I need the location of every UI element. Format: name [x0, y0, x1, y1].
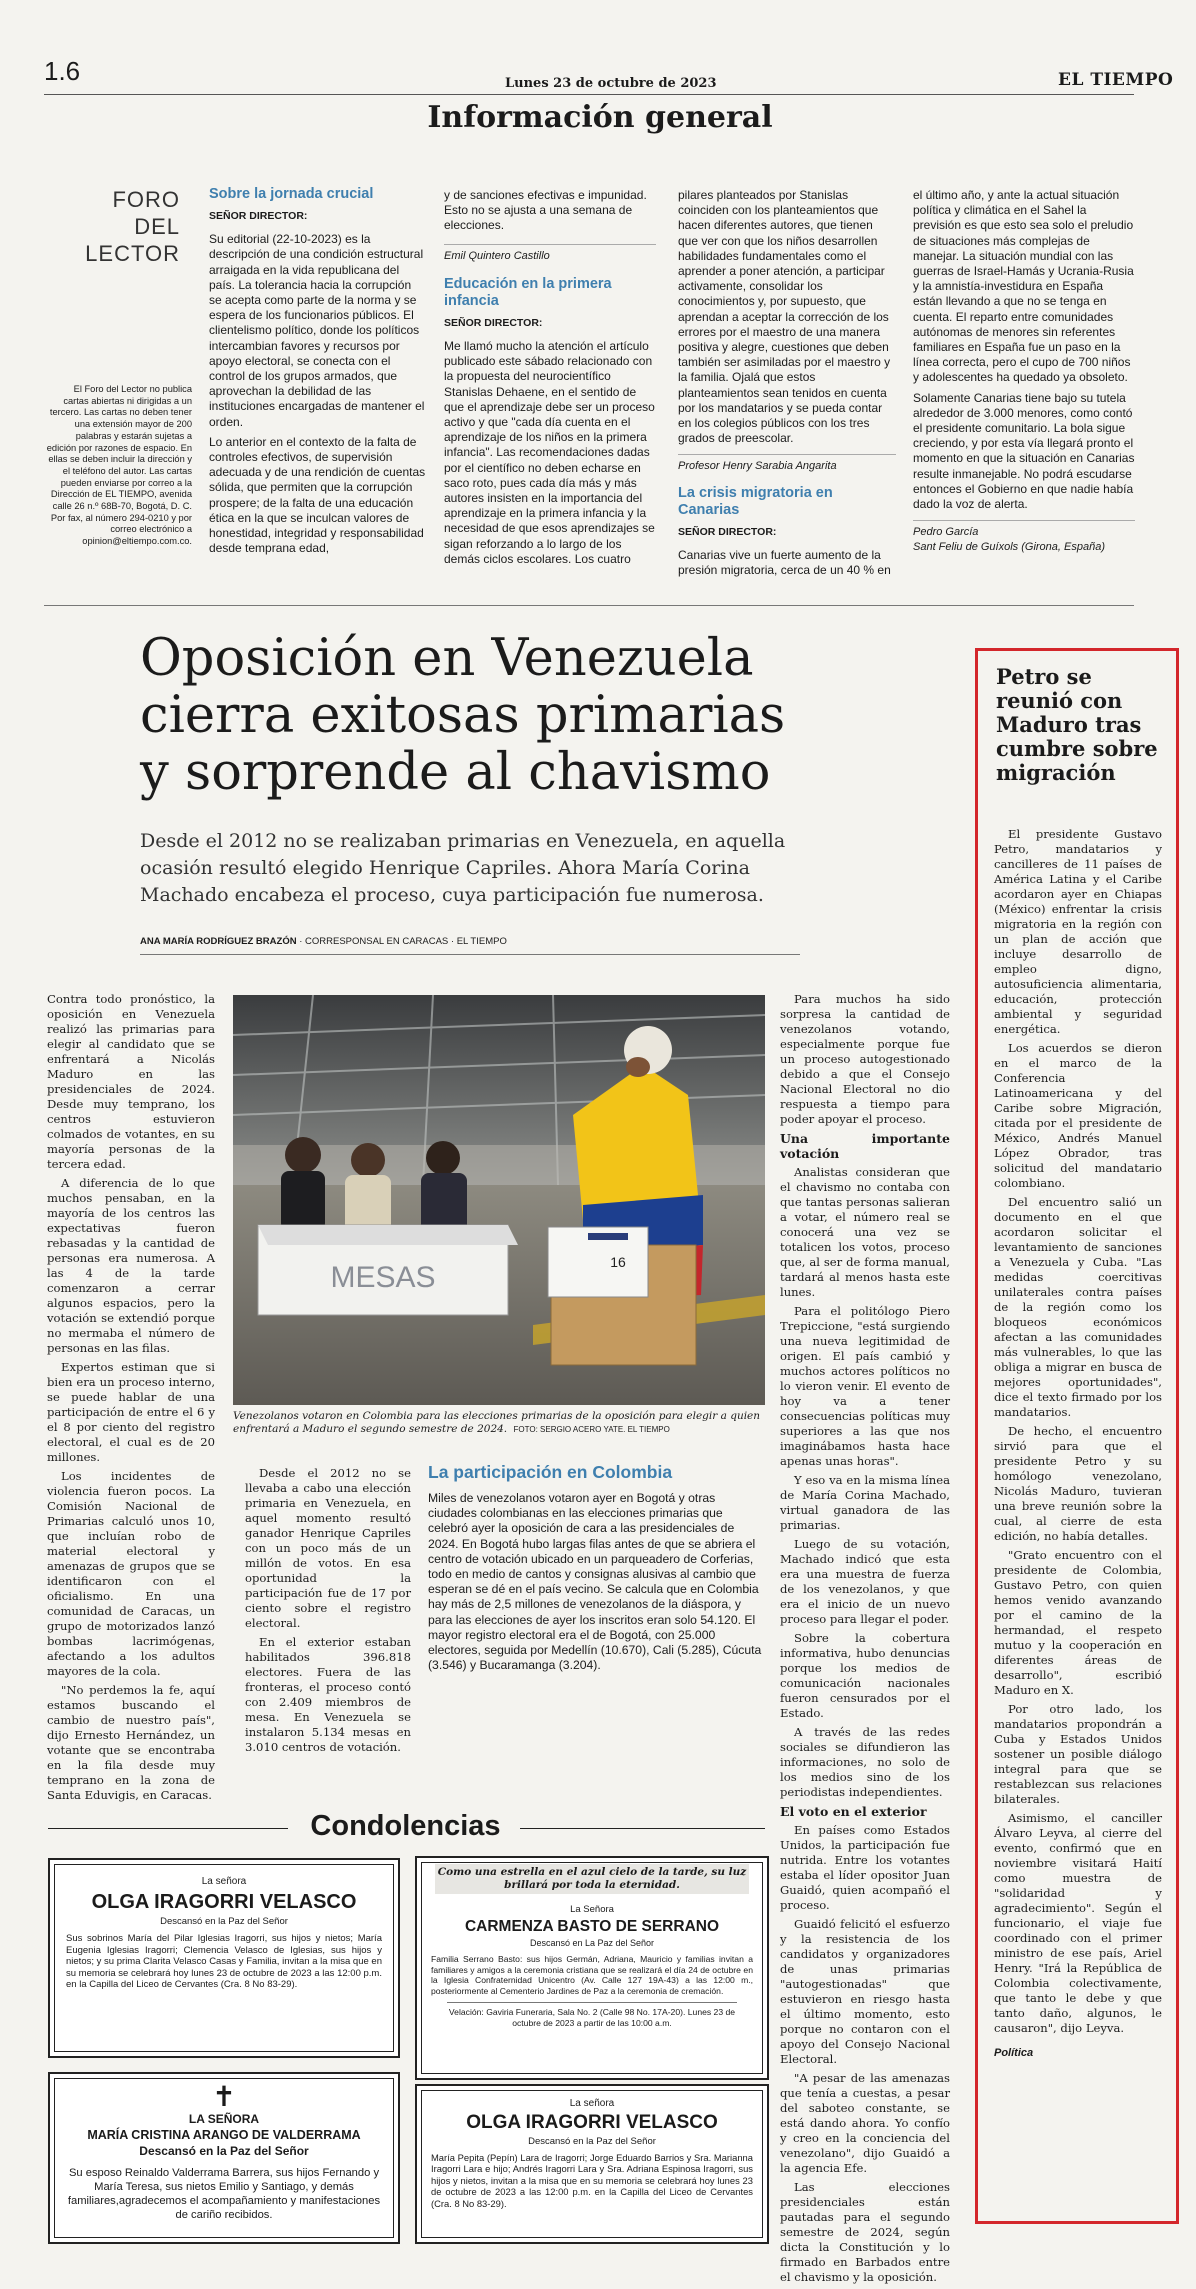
condolencias-title: Condolencias	[310, 1810, 501, 1842]
col3-p7: En países como Estados Unidos, la participación fue nutrida. Entre los votantes estaba el líder opositor Juan Guaidó, quien acompañó el proceso.	[780, 1823, 950, 1912]
main-col-3	[780, 992, 950, 2289]
notice-3-name: CARMENZA BASTO DE SERRANO	[464, 1918, 720, 1935]
notice-1-body: Sus sobrinos María del Pilar Iglesias Iragorri, sus hijos y nietos; María Eugenia Iglesias Iragorri; Clemencia Velasco de Iglesias, sus hijos y nietos; y su prima Clarita Velasco Casas y Familia, invitan a la misa que en su memoria se celebrará hoy lunes 23 de octubre de 2023 a las 12:00 p.m. en la Capilla del Liceo de Cervantes (Cra. 8 No 83-29).	[66, 1933, 382, 1990]
photo-scene	[233, 995, 765, 1405]
col3-subhead-2: El voto en el exterior	[780, 1804, 927, 1819]
foro-col-3	[678, 188, 896, 583]
cross-icon: ✝	[212, 2080, 236, 2113]
main-col-2	[245, 1466, 411, 1759]
col1-p4: Los incidentes de violencia fueron pocos. La Comisión Nacional de Primarias calculó unos 10, que incluían robo de material electoral y amenazas de grupos que se identificaron con el oficialismo. En una comunidad de Caracas, un grupo de motorizados lanzó bombas lacrimógenas, afectando a los adultos mayores de la cola.	[47, 1469, 215, 1678]
col1-p2: A diferencia de lo que muchos pensaban, en la mayoría de los centros las expectativas fueron rebasadas y la cantidad de personas era numerosa. A las 4 de la tarde comenzaron a cerrar algunos espacios, pero la votación se extendió porque no mermaba el número de personas en las filas.	[47, 1176, 215, 1355]
notice-4-body: María Pepita (Pepín) Lara de Iragorri; Jorge Eduardo Barrios y Sra. Marianna Iragorri Lara e hijo; Andrés Iragorri Lara y Sra. Adriana Espinosa Iragorri, sus hijos y nietos, invitan a la misa que en su memoria se celebrará hoy lunes 23 de octubre de 2023 a las 12:00 p.m. en la Capilla del Liceo de Cervantes (Cra. 8 No 83-29).	[431, 2152, 753, 2209]
notice-2-body: Su esposo Reinaldo Valderrama Barrera, sus hijos Fernando y María Teresa, sus nietos Emilio y Santiago, y demás familiares,agradecemos el acompañamiento y manifestaciones de cariño recibidos.	[67, 2167, 381, 2221]
notice-1-prefix: La señora	[201, 1876, 247, 1887]
foro-note: El Foro del Lector no publica cartas abiertas ni dirigidas a un tercero. Las cartas no deben tener una extensión mayor de 200 palabras y estarán sujetas a edición por razones de espacio. En ellas se deben incluir la dirección y el teléfono del autor. Las cartas pueden enviarse por correo a la Dirección de EL TIEMPO, avenida calle 26 n.º 68B-70, Bogotá, D. C. Por fax, al número 294-0210 y por correo electrónico a opinion@eltiempo.com.co.	[46, 384, 192, 547]
letter-1-signature: Emil Quintero Castillo	[444, 244, 656, 264]
photo-mesas-sign: MESAS	[330, 1261, 436, 1294]
header-rule	[44, 94, 1134, 95]
notice-3-velacion: Velación: Gaviria Funeraria, Sala No. 2 (Calle 98 No. 17A-20). Lunes 23 de octubre de 2023 a partir de las 10:00 a.m.	[447, 2002, 737, 2028]
letter-3-p3: Solamente Canarias tiene bajo su tutela alrededor de 3.000 menores, como contó el presidente comunitario. La bola sigue creciendo, y por esta vía llegará pronto el momento en que la situación en Canarias resulte inmanejable. No podrá escudarse entonces el Gobierno en que nadie había dado la voz de alerta.	[913, 390, 1135, 512]
notice-3-rest: Descansó en La Paz del Señor	[529, 1938, 655, 1948]
main-byline	[140, 936, 800, 947]
notice-2-name: MARÍA CRISTINA ARANGO DE VALDERRAMA	[87, 2128, 361, 2142]
letter-3-p1: Canarias vive un fuerte aumento de la presión migratoria, cerca de un 40 % en	[678, 547, 891, 578]
letter-3-signature: Pedro García	[913, 520, 1135, 540]
letter-3-salutation: SEÑOR DIRECTOR:	[678, 525, 777, 538]
letter-1-p3: y de sanciones efectivas e impunidad. Esto no se ajusta a una semana de elecciones.	[444, 188, 647, 233]
sidebar-p2: Los acuerdos se dieron en el marco de la Conferencia Latinoamericana y del Caribe sobre Migración, citada por el presidente de México, Andrés Manuel López Obrador, tras solicitud del mandatario colombiano.	[994, 1041, 1162, 1190]
col1-p5: "No perdemos la fe, aquí estamos buscando el cambio de nuestro país", dijo Ernesto Hernández, un votante que se encontraba en la fila desde muy temprano en la zona de Santa Eduvigis, en Caracas.	[47, 1683, 215, 1802]
condolence-notice-2	[48, 2072, 400, 2244]
letter-3-place: Sant Feliu de Guíxols (Girona, España)	[913, 541, 1105, 554]
letter-1-p2: Lo anterior en el contexto de la falta de controles efectivos, de supervisión adecuada y de una rendición de cuentas sólida, que permiten que la corrupción prospere; de la falta de una educación ética en la que se inculcan valores de honestidad, integridad y responsabilidad desde temprana edad,	[209, 434, 426, 556]
photo-box-number: 16	[610, 1254, 626, 1270]
condolence-notice-1	[48, 1858, 400, 2058]
letter-2-salutation: SEÑOR DIRECTOR:	[444, 316, 543, 329]
foro-col-4	[913, 188, 1135, 560]
notice-3-body: Familia Serrano Basto: sus hijos Germán, Adriana, Mauricio y familias invitan a familiares y amigos a la ceremonia cristiana que se realizará el día 24 de octubre en la Iglesia Confraternidad Unicentro (Av. Calle 127 19A-43) a las 12:00 m., posteriormente al Cementerio Jardines de Paz a la ceremonia de cremación.	[431, 1954, 753, 1996]
letter-1-salutation: SEÑOR DIRECTOR:	[209, 210, 308, 222]
sidebar-p5: "Grato encuentro con el presidente de Colombia, Gustavo Petro, con quien hemos venido avanzando por el camino de la hermandad, el respeto mutuo y la cooperación en diferentes áreas de desarrollo", escribió Maduro en X.	[994, 1548, 1162, 1697]
photo-credit: FOTO: SERGIO ACERO YATE. EL TIEMPO	[513, 1425, 670, 1434]
caption-text: Venezolanos votaron en Colombia para las elecciones primarias de la oposición para elegir a quien enfrentará a Maduro el segundo semestre de 2024.	[233, 1410, 761, 1435]
condolencias-rule-left	[48, 1828, 288, 1829]
foro-label: FORO DEL LECTOR	[85, 187, 180, 266]
sidebar-box	[975, 648, 1179, 2224]
col3-p1: Analistas consideran que el chavismo no contaba con que tantas personas salieran a votar, el número real se conocerá una vez se totalicen los votos, proceso que, al ser de forma manual, tardará al menos hasta este lunes.	[780, 1165, 950, 1299]
main-deck: Desde el 2012 no se realizaban primarias en Venezuela, en aquella ocasión resultó elegido Henrique Capriles. Ahora María Corina Machado encabeza el proceso, cuya participación fue numerosa.	[140, 830, 786, 906]
sidebar-p3: Del encuentro salió un documento en el que acordaron solicitar el levantamiento de sanciones a Venezuela y Cuba. "Las medidas coercitivas unilaterales contra países de la región como los bloqueos económicos afectan a las comunidades más vulnerables, lo que las obliga a migrar en busca de mejores oportunidades", dice el texto firmado por los mandatarios.	[994, 1195, 1162, 1419]
notice-1-name: OLGA IRAGORRI VELASCO	[91, 1891, 357, 1913]
col3-p3: Y eso va en la misma línea de María Corina Machado, virtual ganadora de las primarias.	[780, 1473, 950, 1532]
letter-2-signature: Profesor Henry Sarabia Angarita	[678, 454, 896, 474]
letter-1-p1: Su editorial (22-10-2023) es la descripción de una condición estructural arraigada en la vida republicana del país. La tolerancia hacia la corrupción se acepta como parte de la norma y se espera de los funcionarios públicos. El clientelismo político, donde los políticos intercambian favores y recursos por apoyo electoral, se conecta con el control de los grupos armados, que aprovechan la debilidad de las instituciones encargadas de mantener el orden.	[209, 232, 425, 429]
main-photo	[233, 995, 765, 1405]
main-col-1	[47, 992, 215, 1807]
section-title: Información general	[427, 100, 773, 135]
col1-p1: Contra todo pronóstico, la oposición en Venezuela realizó las primarias para elegir al candidato que se enfrentará a Nicolás Maduro en las presidenciales de 2024. Desde muy temprano, los centros estuvieron colmados de votantes, en su mayoría personas de la tercera edad.	[47, 992, 215, 1171]
letter-1-title: Sobre la jornada crucial	[209, 186, 374, 202]
sidebar-body	[994, 827, 1162, 2061]
condolence-notice-3	[415, 1856, 769, 2080]
photo-caption	[233, 1410, 765, 1436]
notice-3-quote: Como una estrella en el azul cielo de la tarde, su luz brillará por toda la eternidad.	[435, 1864, 749, 1894]
col3-p5: Sobre la cobertura informativa, hubo denuncias porque los medios de comunicación nacionales fueron censurados por el Estado.	[780, 1631, 950, 1720]
condolencias-rule-right	[520, 1828, 765, 1829]
col3-p10: Las elecciones presidenciales están pautadas para el segundo semestre de 2024, según dicta la Constitución y lo firmado en Barbados entre el chavismo y la oposición.	[780, 2180, 950, 2284]
sidebar-p1: El presidente Gustavo Petro, mandatarios y cancilleres de 11 países de América Latina y el Caribe acordaron ayer en Chiapas (México) enfrentar la crisis migratoria en la región con un plan de acción que incluye desarrollo de empleo digno, autosuficiencia alimentaria, educación, protección ambiental y seguridad energética.	[994, 827, 1162, 1036]
page-date: Lunes 23 de octubre de 2023	[505, 76, 717, 91]
letter-3-p2: el último año, y ante la actual situación política y climática en el Sahel la previsión es que esto sea solo el preludio de situaciones más complejas de manejar. La situación mundial con las guerras de Israel-Hamás y Ucrania-Rusia y la amnistía-investidura en España están llevando a que no se tenga en cuenta. El reparto entre comunidades autónomas de menores sin referentes familiares en España fue un paso en la línea correcta, pero el cupo de 700 niños y adolescentes ha quedado ya obsoleto.	[913, 188, 1134, 385]
notice-1-rest: Descansó en la Paz del Señor	[160, 1916, 288, 1927]
col2-p2: En el exterior estaban habilitados 396.818 electores. Fuera de las fronteras, el proceso contó con 2.409 miembros de mesa. En Venezuela se instalaron 5.134 mesas en 3.010 centros de votación.	[245, 1635, 411, 1754]
notice-3-prefix: La Señora	[570, 1904, 614, 1915]
participacion-box	[428, 1462, 766, 1673]
sidebar-p6: Por otro lado, los mandatarios propondrán a Cuba y Estados Unidos sostener un posible diálogo integral para que se restablezcan sus relaciones bilaterales.	[994, 1702, 1162, 1806]
notice-4-prefix: La señora	[569, 2098, 615, 2109]
letter-2-p2: pilares planteados por Stanislas coinciden con los planteamientos que hacen diferentes autores, que tienen que ver con que los niños desarrollen habilidades fundamentales como el aprender a poner atención, a participar activamente, consolidar los conocimientos y, por supuesto, que aprendan a aceptar la corrección de los errores por el maestro de una manera positiva y alegre, cuestiones que deben también ser asimiladas por el maestro y la familia. Ojalá que estos planteamientos sean tenidos en cuenta por los mandatarios y se pueda contar en los colegios públicos con los tres grados de preescolar.	[678, 188, 891, 446]
main-headline: Oposición en Venezuela cierra exitosas primarias y sorprende al chavismo	[140, 629, 786, 802]
col3-p8: Guaidó felicitó el esfuerzo y la resistencia de los candidatos y organizadores de unas primarias "autogestionadas" que estuvieron en riesgo hasta el último momento, esto porque no contaron con el apoyo del Consejo Nacional Electoral.	[780, 1917, 950, 2066]
col3-p4: Luego de su votación, Machado indicó que esta era una muestra de fuerza de los venezolanos, y que era el inicio de un nuevo proceso para llegar el poder.	[780, 1537, 950, 1626]
col3-p6: A través de las redes sociales se difundieron las informaciones, no solo de los medios sino de los periodistas independientes.	[780, 1725, 950, 1799]
col2-p1: Desde el 2012 no se llevaba a cabo una elección primaria en Venezuela, en aquel momento resultó ganador Henrique Capriles con un poco más de un millón de votos. En esa oportunidad la participación fue de 17 por ciento sobre el registro electoral.	[245, 1466, 411, 1630]
byline-role: · CORRESPONSAL EN CARACAS · EL TIEMPO	[296, 936, 507, 947]
foro-bottom-rule	[44, 605, 1134, 606]
foro-col-2	[444, 188, 656, 572]
foro-letter-1	[209, 186, 427, 561]
sidebar-headline: Petro se reunió con Maduro tras cumbre sobre migración	[996, 664, 1158, 785]
col3-p2: Para el politólogo Piero Trepiccione, "está surgiendo una nueva legitimidad de origen. El país cambió y muchos actores políticos no lo vieron venir. El evento de hoy va a tener consecuencias políticas muy superiores a las que nos imaginábamos hasta hace apenas unas horas".	[780, 1304, 950, 1468]
col3-intro: Para muchos ha sido sorpresa la cantidad de venezolanos votando, especialmente porque fue un proceso autogestionado debido a que el Consejo Nacional Electoral no dio respuesta a tiempo para poder apoyar el proceso.	[780, 992, 950, 1126]
letter-3-title: La crisis migratoria en Canarias	[678, 484, 833, 518]
letter-2-title: Educación en la primera infancia	[444, 275, 612, 309]
byline-rule	[140, 954, 800, 955]
letter-2-p1: Me llamó mucho la atención el artículo publicado este sábado relacionado con la propuesta del neurocientífico Stanislas Dehaene, en el sentido de que el aprendizaje debe ser un proceso activo y que "cada día cuenta en el aprendizaje de los niños en la primera infancia". Las recomendaciones dadas por el científico no deben echarse en saco roto, pues cada día más y más autores insisten en la importancia del aprendizaje en la primera infancia y la necesidad de que esos aprendizajes se sigan reforzando a lo largo de los demás ciclos escolares. Los cuatro	[444, 339, 655, 566]
participacion-title: La participación en Colombia	[428, 1462, 673, 1482]
col3-p9: "A pesar de las amenazas que tenía a cuestas, a pesar del saboteo constante, se está dando ahora. Yo confío y creo en la conciencia del venezolano", dijo Guaidó a la agencia Efe.	[780, 2071, 950, 2175]
sidebar-p4: De hecho, el encuentro sirvió para que el presidente Petro y su homólogo venezolano, Nicolás Maduro, tuvieran una breve reunión sobre la cual, al cierre de esta edición, no había detalles.	[994, 1424, 1162, 1543]
notice-4-rest: Descansó en la Paz del Señor	[528, 2136, 656, 2147]
participacion-text: Miles de venezolanos votaron ayer en Bogotá y otras ciudades colombianas en las elecciones primarias que celebró ayer la oposición de cara a las presidenciales de 2024. En Bogotá hubo largas filas antes de que se abriera el centro de votación ubicado en un parqueadero de Corferias, todo en medio de cantos y consignas alusivas al cambio que esperan se dé en el país vecino. Se calcula que en Colombia hay más de 2,5 millones de venezolanos de la diáspora, y para las elecciones de ayer los inscritos eran solo 54.120. El mayor registro electoral era el de Bogotá, con 25.000 electores, seguida por Medellín (10.670), Cali (5.285), Cúcuta (3.546) y Bucaramanga (3.204).	[428, 1491, 762, 1673]
notice-2-rest: Descansó en la Paz del Señor	[139, 2144, 309, 2158]
byline-name: ANA MARÍA RODRÍGUEZ BRAZÓN	[140, 936, 297, 947]
col3-subhead-1: Una importante votación	[780, 1131, 950, 1161]
sidebar-tag: Política	[994, 2047, 1034, 2059]
condolence-notice-4	[415, 2084, 769, 2244]
notice-2-prefix: LA SEÑORA	[188, 2112, 260, 2126]
newspaper-logo: EL TIEMPO	[1058, 70, 1174, 90]
col1-p3: Expertos estiman que si bien era un proceso interno, se puede hablar de una participación de entre el 6 y el 8 por ciento del registro electoral, el cual es de 20 millones.	[47, 1360, 215, 1464]
notice-4-name: OLGA IRAGORRI VELASCO	[466, 2112, 718, 2133]
page-number: 1.6	[44, 56, 81, 86]
sidebar-p7: Asimismo, el canciller Álvaro Leyva, al cierre del evento, confirmó que en noviembre visitará Haití como muestra de "solidaridad y agradecimiento". Según el funcionario, el viaje fue coordinado con el primer ministro de ese país, Ariel Henry. "Irá la República de Colombia colectivamente, que tanto le debe y que tanto daño, algunos, le causaron", dijo Leyva.	[994, 1811, 1162, 2035]
